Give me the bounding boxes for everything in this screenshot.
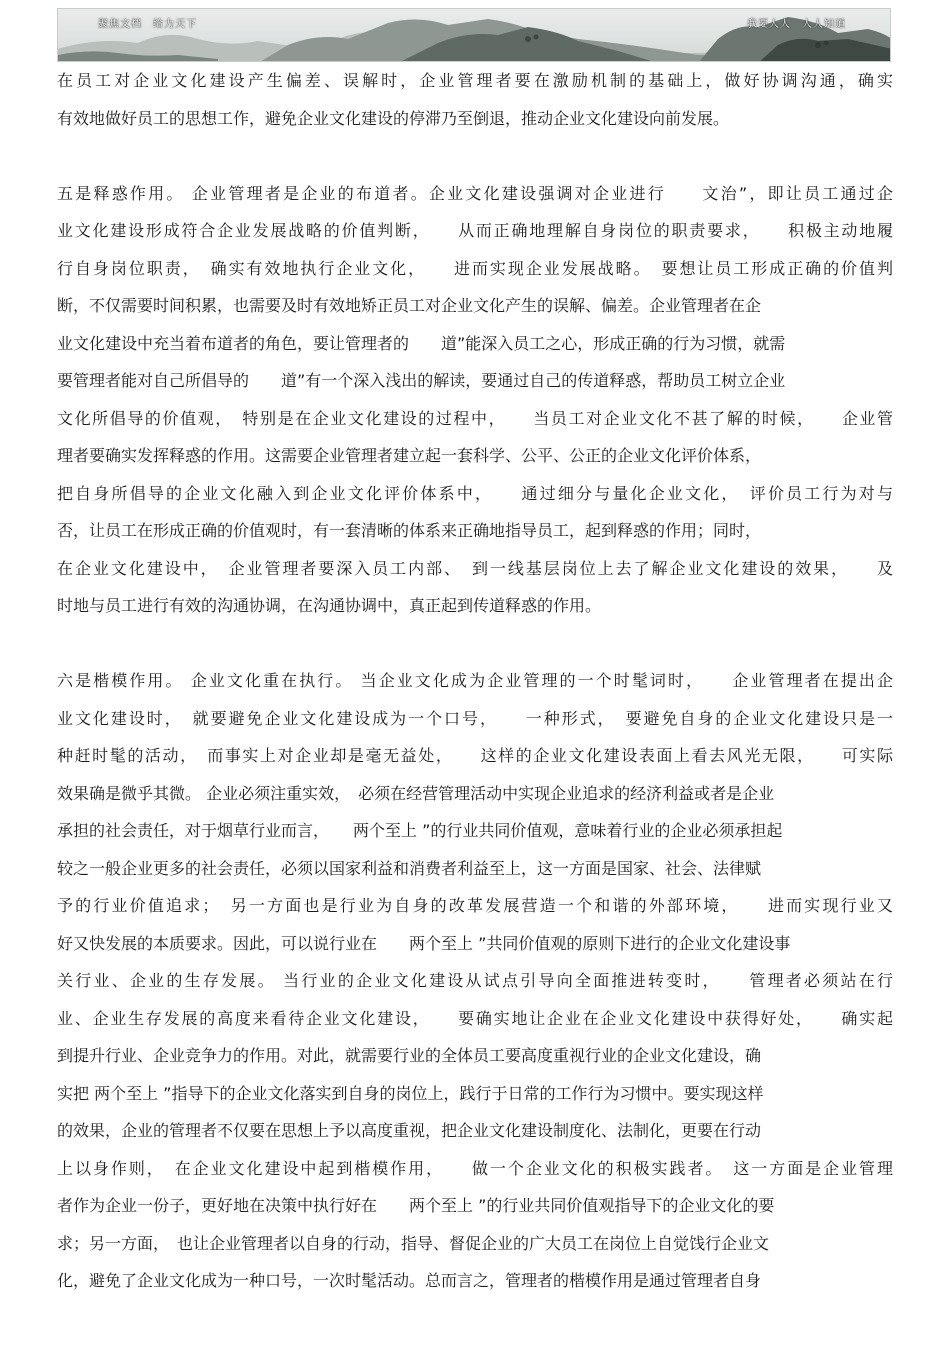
text-line: 效果确是微乎其微。 企业必须注重实效， 必须在经营管理活动中实现企业追求的经济利益或者是企业: [57, 783, 775, 803]
text-line: 否，让员工在形成正确的价值观时，有一套清晰的体系来正确地指导员工，起到释惑的作用；同时，: [57, 521, 762, 540]
header-banner: [57, 8, 891, 62]
text-line: 关行业、企业的生存发展。 当行业的企业文化建设从试点引导向全面推进转变时， 管理者必须站在行: [57, 971, 893, 990]
text-line: 到提升行业、企业竞争力的作用。对此，就需要行业的全体员工要高度重视行业的企业文化建设，确: [57, 1046, 762, 1065]
text-line: 理者要确实发挥释惑的作用。这需要企业管理者建立起一套科学、公平、公正的企业文化评价体系，: [57, 446, 762, 465]
text-line: 文化所倡导的价值观， 特别是在企业文化建设的过程中， 当员工对企业文化不甚了解的时候， 企业管: [57, 408, 893, 428]
text-line: 上以身作则， 在企业文化建设中起到楷模作用， 做一个企业文化的积极实践者。 这一方面是企业管理: [57, 1158, 893, 1178]
text-line: 把自身所倡导的企业文化融入到企业文化评价体系中， 通过细分与量化企业文化， 评价员工行为对与: [57, 483, 893, 503]
paragraph-intro-continuation: [57, 62, 893, 137]
paragraph-five: [57, 175, 893, 625]
text-line: 行自身岗位职责， 确实有效地执行企业文化， 进而实现企业发展战略。 要想让员工形成正确的价值判: [57, 258, 893, 278]
text-line: 种赶时髦的活动， 而事实上对企业却是毫无益处， 这样的企业文化建设表面上看去风光无限， 可实际: [57, 746, 893, 765]
text-line: 在员工对企业文化建设产生偏差、误解时，企业管理者要在激励机制的基础上，做好协调沟通，确实: [57, 71, 893, 90]
text-line: 者作为企业一份子，更好地在决策中执行好在 两个至上 ”的行业共同价值观指导下的企业文化的要: [57, 1196, 775, 1215]
text-line: 业文化建设形成符合企业发展战略的价值判断， 从而正确地理解自身岗位的职责要求， 积极主动地履: [57, 221, 893, 240]
text-line: 的效果，企业的管理者不仅要在思想上予以高度重视，把企业文化建设制度化、法制化，更要在行动: [57, 1121, 762, 1140]
banner-right-text: 我要人人 人人知道: [747, 19, 846, 30]
paragraph-gap: [57, 625, 893, 663]
text-line: 要管理者能对自己所倡导的 道”有一个深入浅出的解读，要通过自己的传道释惑，帮助员工树立企业: [57, 371, 786, 390]
text-line: 较之一般企业更多的社会责任，必须以国家利益和消费者利益至上，这一方面是国家、社会、法律赋: [57, 858, 762, 878]
text-line: 时地与员工进行有效的沟通协调，在沟通协调中，真正起到传道释惑的作用。: [57, 596, 602, 615]
text-line: 五是释惑作用。 企业管理者是企业的布道者。企业文化建设强调对企业进行 文治”，即让员工通过企: [57, 183, 893, 203]
text-line: 断，不仅需要时间积累，也需要及时有效地矫正员工对企业文化产生的误解、偏差。企业管理者在企: [57, 296, 762, 315]
text-line: 实把 两个至上 ”指导下的企业文化落实到自身的岗位上，践行于日常的工作行为习惯中。要实现这样: [57, 1083, 764, 1103]
text-line: 业文化建设时， 就要避免企业文化建设成为一个口号， 一种形式， 要避免自身的企业文化建设只是一: [57, 708, 893, 728]
text-line: 化，避免了企业文化成为一种口号，一次时髦活动。总而言之，管理者的楷模作用是通过管理者自身: [57, 1271, 762, 1290]
banner-left-text: 聚焦文档 给力天下: [98, 19, 197, 30]
text-line: 六是楷模作用。 企业文化重在执行。 当企业文化成为企业管理的一个时髦词时， 企业管理者在提出企: [57, 671, 893, 690]
text-line: 业文化建设中充当着布道者的角色，要让管理者的 道”能深入员工之心，形成正确的行为习惯，就需: [57, 333, 786, 353]
text-line: 在企业文化建设中， 企业管理者要深入员工内部、 到一线基层岗位上去了解企业文化建设的效果， 及: [57, 558, 893, 578]
text-line: 承担的社会责任，对于烟草行业而言， 两个至上 ”的行业共同价值观，意味着行业的企业必须承担起: [57, 821, 783, 840]
paragraph-six: [57, 662, 893, 1300]
document-body: [57, 62, 893, 1300]
text-line: 业、企业生存发展的高度来看待企业文化建设， 要确实地让企业在企业文化建设中获得好处， 确实起: [57, 1008, 893, 1028]
text-line: 求；另一方面， 也让企业管理者以自身的行动，指导、督促企业的广大员工在岗位上自觉饯行企业文: [57, 1233, 770, 1253]
text-line: 予的行业价值追求； 另一方面也是行业为自身的改革发展营造一个和谐的外部环境， 进而实现行业又: [57, 896, 893, 915]
paragraph-gap: [57, 137, 893, 175]
text-line: 好又快发展的本质要求。因此，可以说行业在 两个至上 ”共同价值观的原则下进行的企业文化建设事: [57, 933, 791, 953]
text-line: 有效地做好员工的思想工作，避免企业文化建设的停滞乃至倒退，推动企业文化建设向前发展。: [57, 108, 730, 128]
